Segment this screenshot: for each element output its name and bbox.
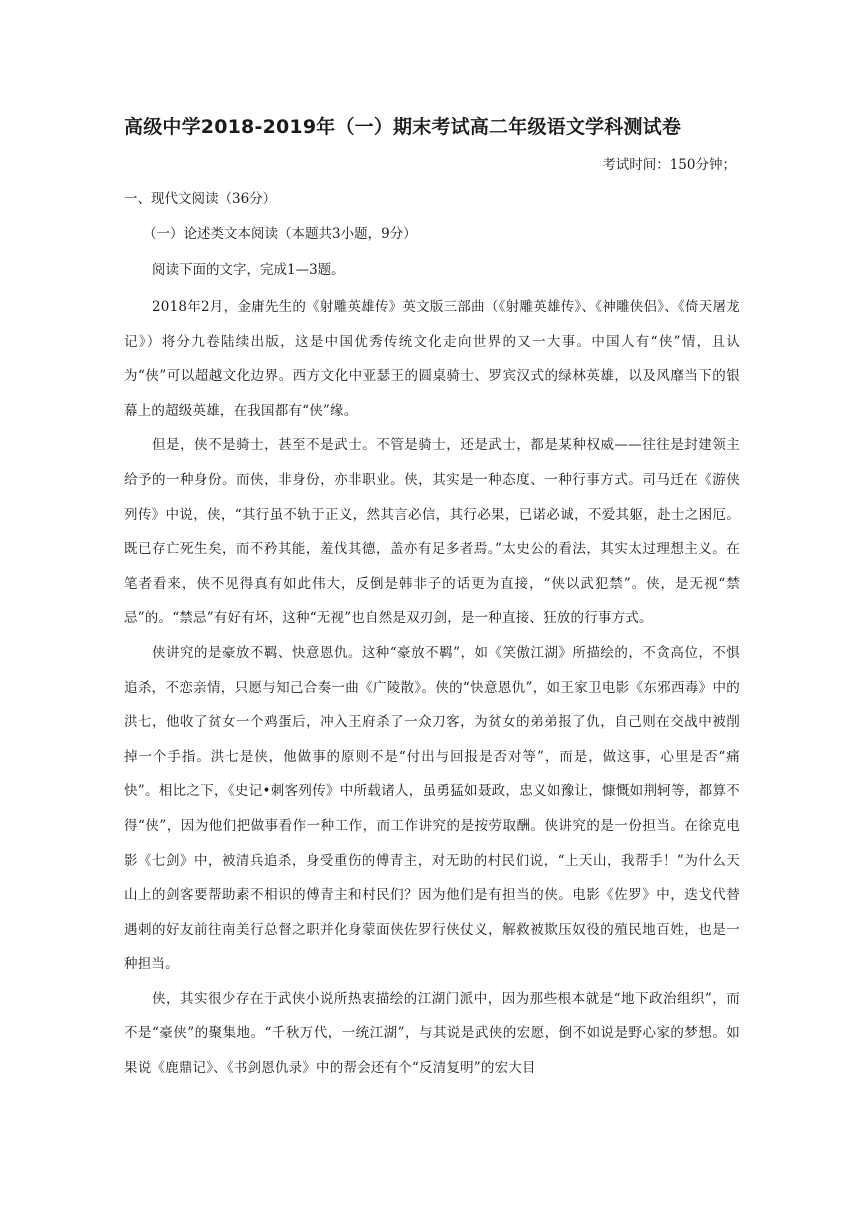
article-body	[124, 290, 740, 1086]
reading-instruction: 阅读下面的文字，完成1—3题。	[152, 262, 345, 278]
article-paragraph-3: 侠讲究的是豪放不羁、快意恩仇。这种“豪放不羁”，如《笑傲江湖》所描绘的，不贪高位，不惧追杀，不恋亲情，只愿与知己合奏一曲《广陵散》。侠的“快意恩仇”，如王家卫电影《东邪西毒》中的洪七，他收了贫女一个鸡蛋后，冲入王府杀了一众刀客，为贫女的弟弟报了仇，自己则在交战中被削掉一个手指。洪七是侠，他做事的原则不是“付出与回报是否对等”，而是，做这事，心里是否“痛快”。相比之下，《史记•刺客列传》中所载诸人，虽勇猛如聂政，忠义如豫让，慷慨如荆轲等，都算不得“侠”，因为他们把做事看作一种工作，而工作讲究的是按劳取酬。侠讲究的是一份担当。在徐克电影《七剑》中，被清兵追杀，身受重伤的傅青主，对无助的村民们说，“上天山，我帮手！”为什么天山上的剑客要帮助素不相识的傅青主和村民们？因为他们是有担当的侠。电影《佐罗》中，迭戈代替遇刺的好友前往南美行总督之职并化身蒙面侠佐罗行侠仗义，解救被欺压奴役的殖民地百姓，也是一种担当。	[124, 644, 740, 973]
exam-time: 考试时间：150分钟；	[602, 157, 736, 173]
article-paragraph-1: 2018年2月，金庸先生的《射雕英雄传》英文版三部曲（《射雕英雄传》、《神雕侠侣》、《倚天屠龙记》）将分九卷陆续出版，这是中国优秀传统文化走向世界的又一大事。中国人有“侠”情，且认为“侠”可以超越文化边界。西方文化中亚瑟王的圆桌骑士、罗宾汉式的绿林英雄，以及风靡当下的银幕上的超级英雄，在我国都有“侠”缘。	[124, 299, 740, 419]
document-title: 高级中学2018-2019年（一）期末考试高二年级语文学科测试卷	[124, 116, 682, 138]
section-heading: 一、现代文阅读（36分）	[124, 191, 277, 207]
article-paragraph-4: 侠，其实很少存在于武侠小说所热衷描绘的江湖门派中，因为那些根本就是“地下政治组织”，而不是“豪侠”的聚集地。“千秋万代，一统江湖”，与其说是武侠的宏愿，倒不如说是野心家的梦想。如果说《鹿鼎记》、《书剑恩仇录》中的帮会还有个“反清复明”的宏大目	[124, 990, 740, 1077]
subsection-heading: （一）论述类文本阅读（本题共3小题，9分）	[143, 226, 417, 242]
article-paragraph-2: 但是，侠不是骑士，甚至不是武士。不管是骑士，还是武士，都是某种权威——往往是封建领主给予的一种身份。而侠，非身份，亦非职业。侠，其实是一种态度、一种行事方式。司马迁在《游侠列传》中说，侠，“其行虽不轨于正义，然其言必信，其行必果，已诺必诚，不爱其躯，赴士之困厄。既已存亡死生矣，而不矜其能，羞伐其德，盖亦有足多者焉。”太史公的看法，其实太过理想主义。在笔者看来，侠不见得真有如此伟大，反倒是韩非子的话更为直接，“侠以武犯禁”。侠，是无视“禁忌”的。“禁忌”有好有坏，这种“无视”也自然是双刃剑，是一种直接、狂放的行事方式。	[124, 437, 740, 627]
